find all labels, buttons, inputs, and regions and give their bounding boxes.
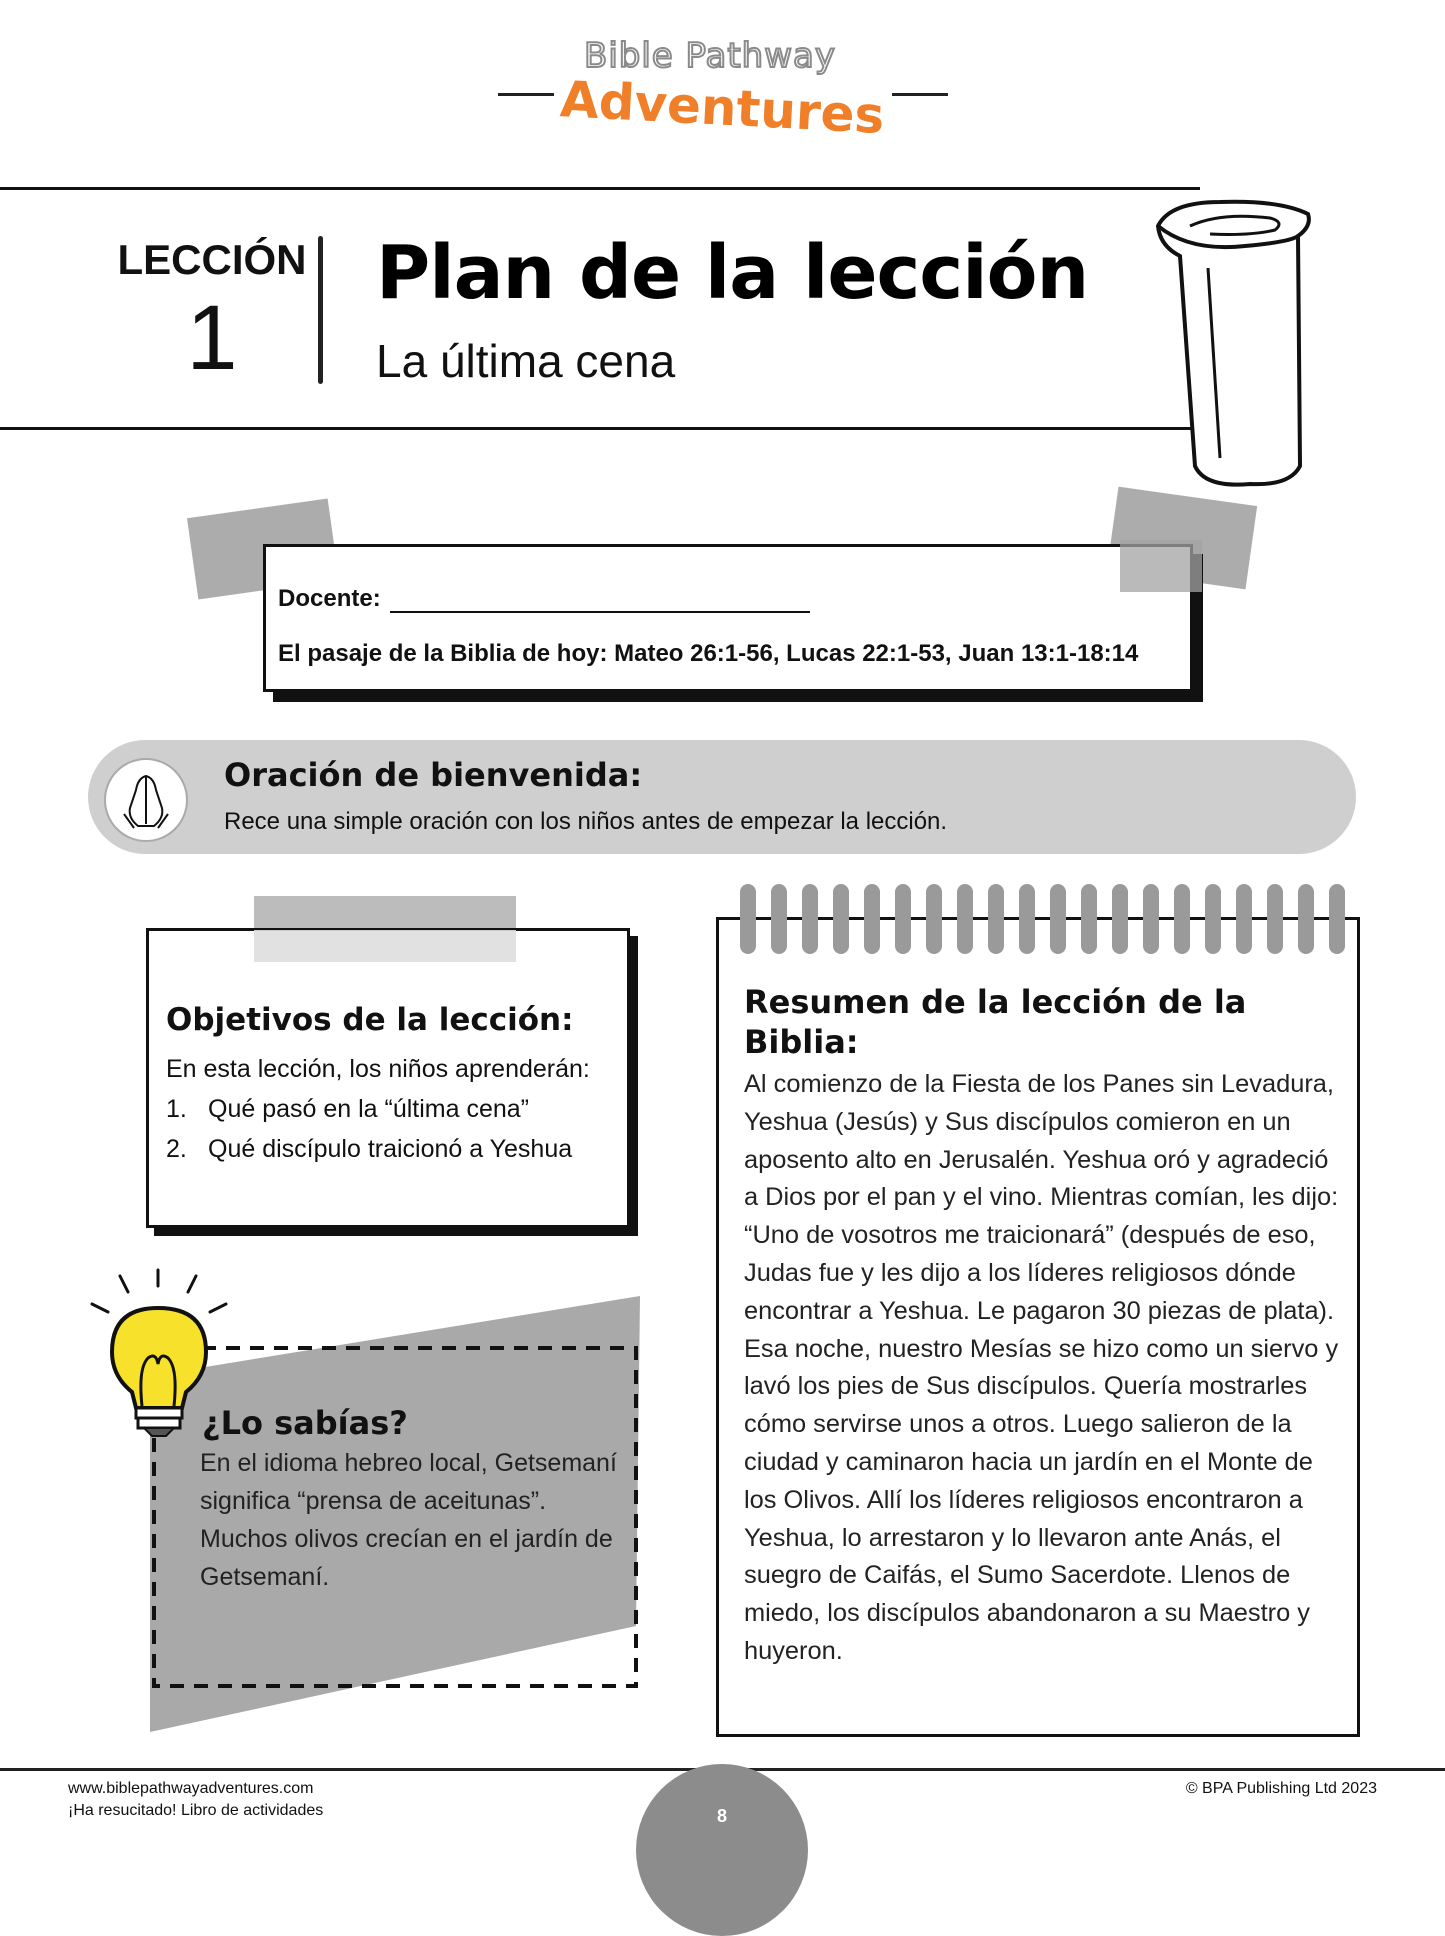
list-item-text: Qué pasó en la “última cena” [208,1095,530,1123]
list-item [166,1089,572,1129]
objectives-list [166,1089,572,1169]
lesson-label: LECCIÓN [117,236,307,283]
summary-title: Resumen de la lección de la Biblia: [744,983,1247,1061]
prayer-title: Oración de bienvenida: [224,756,643,794]
notepad-ring [1174,884,1190,954]
notepad-ring [1050,884,1066,954]
did-you-know-text: En el idioma hebreo local, Getsemaní significa “prensa de aceitunas”. Muchos olivos crecían en el jardín de Getsemaní. [200,1449,617,1591]
teacher-label: Docente: [278,585,381,612]
notepad-ring [1112,884,1128,954]
notepad-ring [1143,884,1159,954]
objectives-tape-overlap [254,930,516,962]
notepad-ring [895,884,911,954]
list-item-number: 2. [166,1135,187,1163]
notepad-ring [802,884,818,954]
tape-right-overlap [1120,540,1202,592]
did-you-know-title: ¿Lo sabías? [202,1404,408,1442]
notepad-ring [988,884,1004,954]
notepad-ring [864,884,880,954]
bible-passage: El pasaje de la Biblia de hoy: Mateo 26:1-56, Lucas 22:1-53, Juan 13:1-18:14 [278,640,1139,667]
notepad-ring [1019,884,1035,954]
objectives-intro: En esta lección, los niños aprenderán: [166,1055,590,1083]
summary-text: Al comienzo de la Fiesta de los Panes sin Levadura, Yeshua (Jesús) y Sus discípulos comieron en un aposento alto en Jerusalén. Yeshua oró y agradeció a Dios por el pan y el vino. Mientras comían, les dijo: “Uno de vosotros me traicionará” (después de eso, Judas fue y les dijo a los líderes religiosos dónde encontrar a Yeshua. Le pagaron 30 piezas de plata). Esa noche, nuestro Mesías se hizo como un siervo y lavó los pies de Sus discípulos. Quería mostrarles cómo servirse unos a otros. Luego salieron de la ciudad y caminaron hacia un jardín en el Monte de los Olivos. Allí los líderes religiosos encontraron a Yeshua, lo arrestaron y lo llevaron ante Anás, el suegro de Caifás, el Sumo Sacerdote. Llenos de miedo, los discípulos abandonaron a su Maestro y huyeron. [744,1070,1339,1665]
notepad-ring [1205,884,1221,954]
notepad-ring [926,884,942,954]
logo-divider-left [498,93,554,96]
footer-website[interactable]: www.biblepathwayadventures.com [68,1780,314,1797]
notepad-ring [771,884,787,954]
page-title: Plan de la lección [376,230,1089,316]
header-divider [318,236,323,384]
page-number: 8 [716,1806,727,1826]
objectives-title: Objetivos de la lección: [166,1002,574,1038]
notepad-ring [1236,884,1252,954]
footer-book-title: ¡Ha resucitado! Libro de actividades [68,1802,324,1819]
scroll-icon [1150,196,1320,491]
notepad-ring [740,884,756,954]
list-item-text: Qué discípulo traicionó a Yeshua [208,1135,573,1163]
list-item-number: 1. [166,1095,187,1123]
teacher-name-field[interactable] [390,611,810,613]
notepad-ring [1081,884,1097,954]
logo-divider-right [892,93,948,96]
logo-line1: Bible Pathway [584,36,836,76]
notepad-ring [833,884,849,954]
notepad-ring [1329,884,1345,954]
page-number-badge [636,1764,808,1936]
list-item [166,1129,572,1169]
praying-hands-icon [104,758,188,842]
notepad-ring [1298,884,1314,954]
logo-line2: Adventures [558,70,886,146]
footer-copyright: © BPA Publishing Ltd 2023 [1185,1780,1377,1797]
lesson-number: 1 [186,287,238,389]
notepad-ring [957,884,973,954]
notepad-ring [1267,884,1283,954]
prayer-text: Rece una simple oración con los niños antes de empezar la lección. [224,808,948,835]
lesson-info-card [263,544,1193,692]
page-subtitle: La última cena [376,335,676,387]
